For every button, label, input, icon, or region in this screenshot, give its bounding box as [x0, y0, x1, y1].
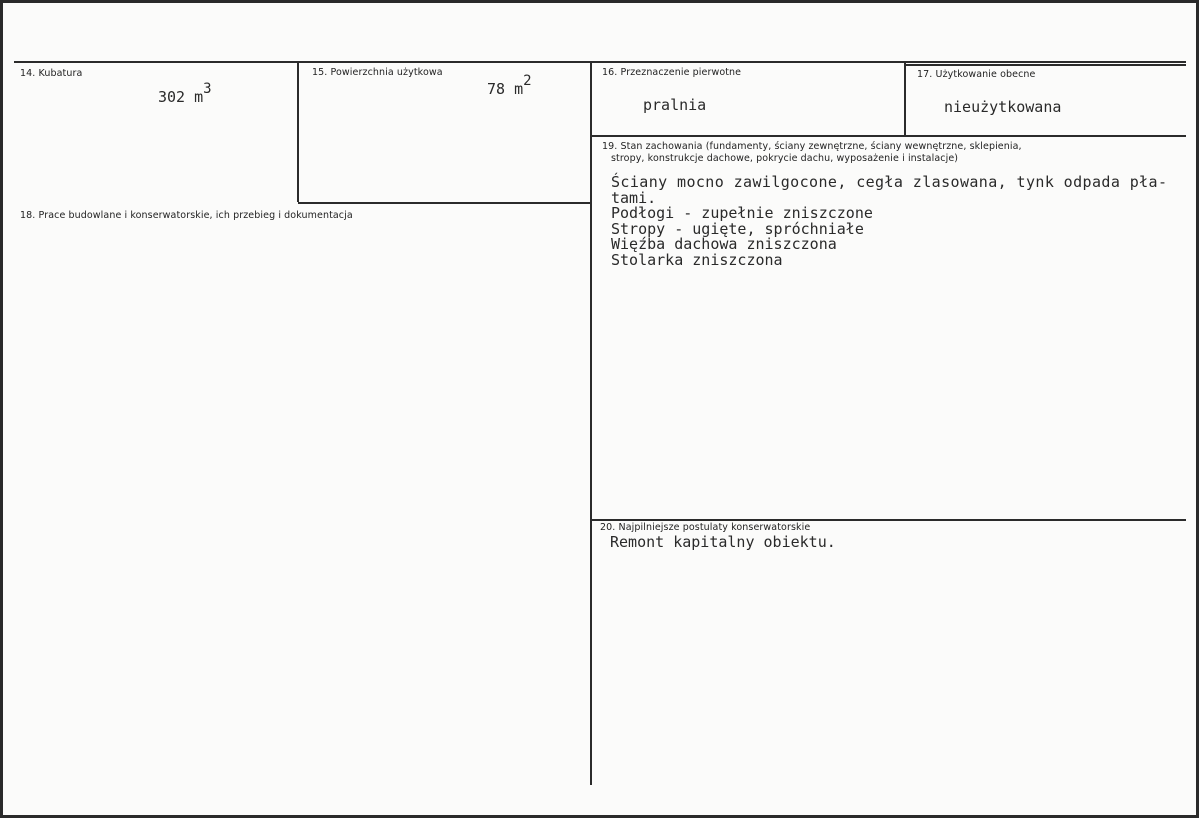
field-18-label: 18. Prace budowlane i konserwatorskie, ich przebieg i dokumentacja	[20, 210, 353, 221]
field-19-label-line1: 19. Stan zachowania (fundamenty, ściany zewnętrzne, ściany wewnętrzne, sklepienia,	[602, 141, 1022, 152]
field-20-label: 20. Najpilniejsze postulaty konserwatorskie	[600, 522, 811, 533]
area-number: 78	[487, 80, 506, 98]
condition-line: Stolarka zniszczona	[611, 250, 783, 269]
condition-line: Stropy - ugięte, spróchniałe	[611, 219, 864, 238]
condition-text	[611, 175, 1167, 268]
cubature-unit: m	[194, 88, 204, 106]
condition-line: tami.	[611, 188, 657, 207]
condition-line: Więźba dachowa zniszczona	[611, 235, 837, 253]
rule-under-16-17	[591, 135, 1186, 137]
top-rule-right-thick	[905, 64, 1186, 66]
field-15-value	[487, 73, 532, 98]
area-unit: m	[514, 80, 524, 98]
field-20-value: Remont kapitalny obiektu.	[610, 533, 836, 551]
divider-16-17	[904, 63, 906, 135]
rule-under-14-15	[298, 202, 590, 204]
field-16-value: pralnia	[643, 96, 707, 114]
field-19-label-line2: stropy, konstrukcje dachowe, pokrycie dachu, wyposażenie i instalacje)	[611, 153, 959, 164]
field-17-label: 17. Użytkowanie obecne	[917, 69, 1036, 80]
condition-line: Podłogi - zupełnie zniszczone	[611, 204, 873, 222]
cubature-number: 302	[158, 88, 186, 106]
field-15-label: 15. Powierzchnia użytkowa	[312, 67, 443, 78]
condition-line: Ściany mocno zawilgocone, cegła zlasowana, tynk odpada pła-	[611, 173, 1168, 191]
top-rule	[14, 61, 1186, 63]
rule-above-20	[591, 519, 1186, 521]
field-14-label: 14. Kubatura	[20, 68, 83, 79]
field-16-label: 16. Przeznaczenie pierwotne	[602, 67, 742, 78]
divider-main	[590, 61, 592, 785]
field-14-value	[158, 81, 212, 106]
cubature-exponent: 3	[203, 81, 212, 97]
area-exponent: 2	[523, 73, 532, 89]
field-17-value: nieużytkowana	[944, 98, 1062, 116]
divider-14-15	[297, 63, 299, 202]
